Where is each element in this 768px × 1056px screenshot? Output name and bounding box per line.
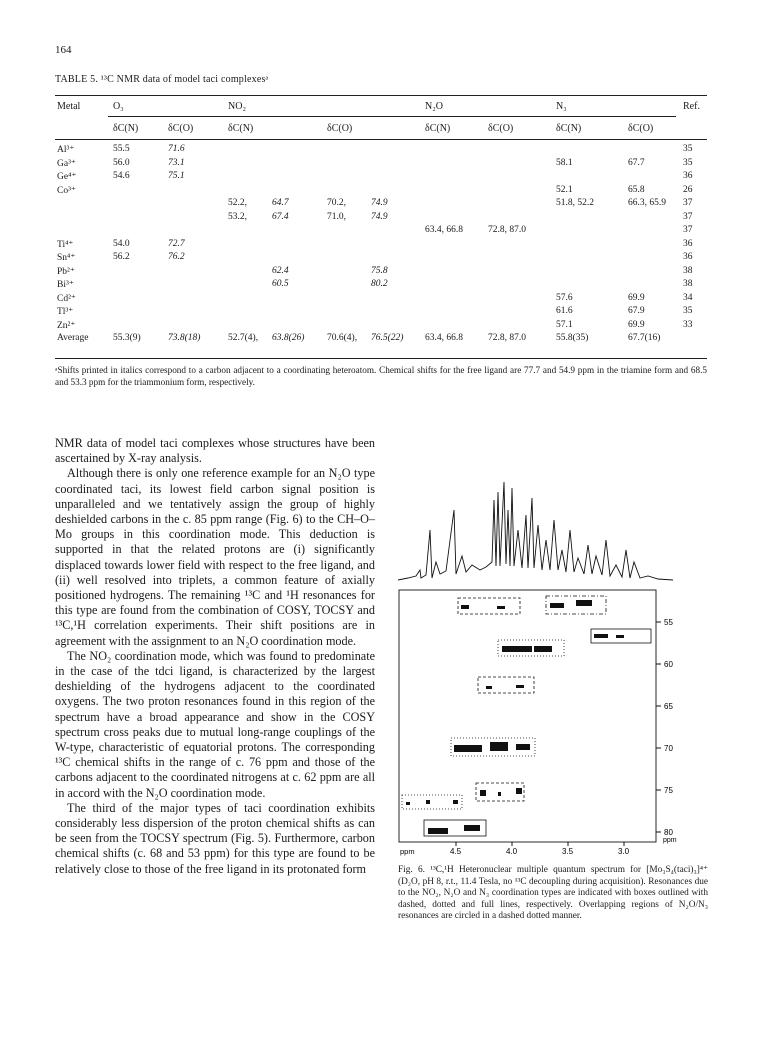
table-cell: 71.0, [327,211,346,222]
table-cell: 52.1 [556,184,573,195]
table-cell: 63.8(26) [272,333,305,343]
right-axis [656,618,677,844]
table-cell: 80.2 [371,279,388,289]
table-cell: 36 [683,171,693,181]
right-axis-unit: ppm [663,837,677,844]
table-cell: 55.8(35) [556,333,589,343]
body-paragraph: NMR data of model taci complexes whose structures have been ascertained by X-ray analysis. [55,436,375,466]
header-metal: Metal [57,101,81,112]
table-cell: 58.1 [556,157,573,168]
spectrum-frame [399,590,656,842]
header-o3: O₃ [113,101,124,112]
table-cell: Al³⁺ [57,145,75,155]
table-cell: 37 [683,198,693,208]
subheader-no2-o: δC(O) [327,123,353,134]
table-cell: Cd²⁺ [57,293,76,304]
table-cell: 55.3(9) [113,333,141,343]
table-cell: 56.2 [113,252,130,262]
table-cell: 75.8 [371,265,388,276]
bottom-axis-tick-label: 3.5 [562,847,574,856]
table-cell: 69.9 [628,319,645,330]
table-cell: 34 [683,292,693,303]
body-paragraph: Although there is only one reference example for an N₂O type coordinated taci, its lowest field carbon signal position is unparalleled and we tentatively assign the group of highly deshielded carbons in the c. 85 ppm range (Fig. 6) to the CH–O–Mo groups in this coordination mode. This deduction is supported in that the related protons are (i) significantly displaced towards lower field with respect to the free ligand, and (ii) well resolved into triplets, a common feature of axially positioned hydrogens. The remaining ¹³C and ¹H resonances for this type are found from the combination of COSY, TOCSY and ¹³C,¹H correlation experiments. Their shift positions are in agreement with the assignment to an N₂O coordination mode. [55,466,375,648]
subheader-no2-n: δC(N) [228,123,254,134]
table-cell: Zn²⁺ [57,320,76,331]
subheader-rule [108,116,676,117]
table-cell: 67.7(16) [628,333,661,343]
table-cell: 70.2, [327,198,346,208]
table-cell: 61.6 [556,306,573,316]
bottom-axis-tick-label: 4.0 [506,847,518,856]
body-text [55,436,375,877]
table-caption: TABLE 5. ¹³C NMR data of model taci complexesᵃ [55,74,269,85]
table-cell: 70.6(4), [327,333,358,343]
table-cell: Pb²⁺ [57,266,75,277]
table-cell: 72.8, 87.0 [488,333,526,343]
table-cell: 35 [683,157,693,168]
table-cell: Tl³⁺ [57,307,74,317]
table-cell: 36 [683,238,693,249]
table-cell: 53.2, [228,211,247,222]
table-cell: Average [57,333,89,343]
subheader-n3-n: δC(N) [556,123,582,134]
table-cell: 36 [683,252,693,262]
header-n2o: N₂O [425,101,443,112]
table-cell: 57.6 [556,292,573,303]
table-cell: 52.2, [228,198,247,208]
right-axis-tick-label: 65 [664,702,673,711]
table-cell: 76.2 [168,252,185,262]
table-cell: 74.9 [371,198,388,208]
right-axis-tick-label: 55 [664,618,673,627]
table-top-rule [55,95,707,96]
bottom-axis [400,842,630,856]
table-cell: 73.1 [168,157,185,168]
table-cell: 67.4 [272,211,289,222]
subheader-o3-n: δC(N) [113,123,139,134]
table-cell: 63.4, 66.8 [425,333,463,343]
proton-projection [398,482,673,580]
header-no2: NO₂ [228,101,246,112]
table-cell: 76.5(22) [371,333,404,343]
table-cell: 52.7(4), [228,333,259,343]
subheader-n2o-n: δC(N) [425,123,451,134]
table-cell: 60.5 [272,279,289,289]
bottom-axis-unit: ppm [400,847,415,856]
body-paragraph: The third of the major types of taci coordination exhibits considerably less dispersion of the proton chemical shifts as can be seen from the TOCSY spectrum (Fig. 5). Furthermore, carbon chemical shifts (c. 68 and 53 ppm) for this type are found to be relatively close to those of the free ligand in its protonated form [55,800,375,876]
table-cell: 37 [683,225,693,235]
right-axis-tick-label: 75 [664,786,673,795]
table-cell: 62.4 [272,265,289,276]
table-cell: 66.3, 65.9 [628,198,666,208]
table-cell: 33 [683,319,693,330]
table-cell: 51.8, 52.2 [556,198,594,208]
table-cell: Sn⁴⁺ [57,253,76,263]
subheader-n3-o: δC(O) [628,123,654,134]
assignment-boxes [402,596,651,836]
table-cell: 69.9 [628,292,645,303]
table-cell: 72.7 [168,238,185,249]
table-header-rule [55,139,707,140]
table-cell: 37 [683,211,693,222]
table-cell: 54.6 [113,171,130,181]
table-cell: 56.0 [113,157,130,168]
page-number: 164 [55,44,72,56]
table-cell: 74.9 [371,211,388,222]
subheader-n2o-o: δC(O) [488,123,514,134]
table-cell: Ti⁴⁺ [57,239,74,250]
right-axis-tick-label: 70 [664,744,673,753]
table-cell: Bi³⁺ [57,280,74,290]
table-cell: Ga³⁺ [57,158,76,169]
table-cell: 35 [683,144,693,154]
table-cell: Co³⁺ [57,185,76,196]
body-paragraph: The NO₂ coordination mode, which was found to predominate in the case of the tdci ligand, is characterized by the largest deshielding of the hydrogens adjacent to the coordinated oxygens. The two proton resonances found in this region of the spectrum have a broad appearance and show in the COSY spectrum cross peaks due to mutual long-range couplings of the W-type, characteristic of equatorial protons. The corresponding ¹³C chemical shifts in the range of c. 76 ppm and those of the carbons adjacent to the coordinated nitrogens at c. 62 ppm are all in accord with the N₂O coordination mode. [55,648,375,800]
table-cell: 67.7 [628,157,645,168]
table-cell: 38 [683,265,693,276]
table-cell: 54.0 [113,238,130,249]
table-cell: 63.4, 66.8 [425,225,463,235]
table-footnote: ᵃShifts printed in italics correspond to a carbon adjacent to a coordinating heteroatom. Chemical shifts for the free ligand are 77.7 and 54.9 ppm in the triamine form and 68.5 and 53.3 ppm for the triammonium form, respectively. [55,365,707,387]
table-cell: 72.8, 87.0 [488,225,526,235]
table-cell: 57.1 [556,319,573,330]
table-cell: 38 [683,279,693,289]
table-cell: 65.8 [628,184,645,195]
table-cell: 64.7 [272,198,289,208]
table-bottom-rule [55,358,707,359]
table-cell: 26 [683,184,693,195]
figure-caption: Fig. 6. ¹³C,¹H Heteronuclear multiple quantum spectrum for [Mo₃S₄(taci)₃]⁴⁺ (D₂O, pH 8, r.t., 11.4 Tesla, no ¹³C decoupling during acquisition). Resonances due to the NO₂, N₂O and N₃ coordination types are indicated with boxes outlined with dashed, dotted and full lines, respectively. Overlapping regions of N₂O/N₃ resonances are circled in a dashed dotted manner. [398,865,708,922]
table-cell: 75.1 [168,171,185,181]
right-axis-tick-label: 80 [664,828,673,837]
header-n3: N₃ [556,101,567,112]
header-ref: Ref. [683,101,700,112]
table-cell: 71.6 [168,144,185,154]
bottom-axis-tick-label: 3.0 [618,847,630,856]
bottom-axis-tick-label: 4.5 [450,847,462,856]
table-cell: 67.9 [628,306,645,316]
subheader-o3-o: δC(O) [168,123,194,134]
table-cell: 55.5 [113,144,130,154]
right-axis-tick-label: 60 [664,660,673,669]
table-cell: 35 [683,306,693,316]
table-cell: 73.8(18) [168,333,201,343]
hmqc-spectrum-figure [398,470,698,860]
table-cell: Ge⁴⁺ [57,172,77,182]
